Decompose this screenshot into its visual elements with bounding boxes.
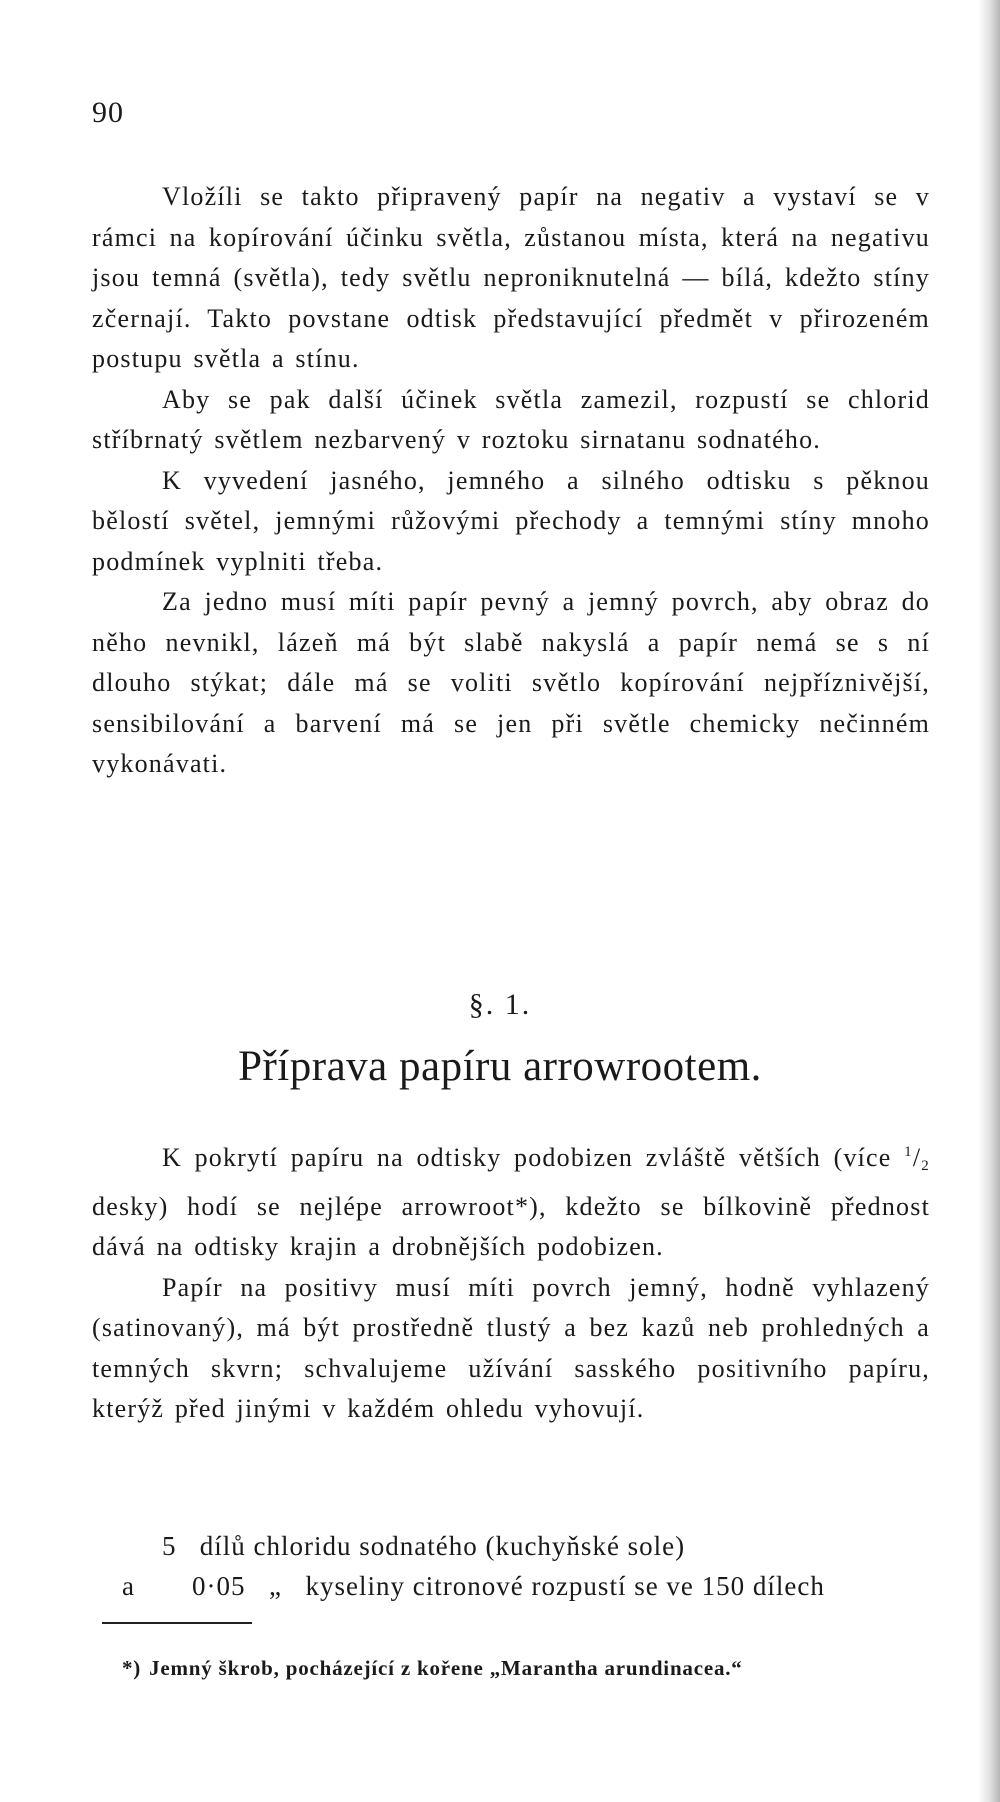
recipe-ingredient: kyseliny citronové rozpustí se ve 150 dílech xyxy=(305,1571,825,1601)
footnote-text: Jemný škrob, pocházející z kořene „Marantha arundinacea.“ xyxy=(149,1656,743,1680)
fraction-numerator: 1 xyxy=(904,1144,913,1160)
paragraph-requirements: Za jedno musí míti papír pevný a jemný povrch, aby obraz do něho nevnikl, lázeň má být slabě nakyslá a papír nemá se s ní dlouho stýkat; dále má se voliti světlo kopírování nejpříznivější, sensibilování a barvení má se jen při světle chemicky nečinném vykonávati. xyxy=(92,587,930,778)
footnote xyxy=(122,1656,743,1681)
recipe-line xyxy=(122,1566,930,1606)
recipe-list xyxy=(122,1526,930,1606)
recipe-line xyxy=(122,1526,930,1566)
intro-text-block xyxy=(92,177,930,785)
page-number: 90 xyxy=(92,96,124,129)
recipe-quantity: 5 xyxy=(162,1531,177,1561)
paragraph-negative-exposure: Vložíli se takto připravený papír na negativ a vystaví se v rámci na kopírování účinku světla, zůstanou místa, která na negativu jsou temná (světla), tedy světlu neproniknutelná — bílá, kdežto stíny zčernají. Takto povstane odtisk představující předmět v přirozeném postupu světla a stínu. xyxy=(92,182,930,373)
footnote-mark: *) xyxy=(122,1656,142,1680)
paragraph-arrowroot-part-1: K pokrytí papíru na odtisky podobizen zvláště větších (více xyxy=(162,1143,905,1172)
paragraph-arrowroot-part-2: desky) hodí se nejlépe arrowroot*), kdežto se bílkovině přednost dává na odtisky krajin a drobnějších podobizen. xyxy=(92,1191,930,1261)
section-title: Příprava papíru arrowrootem. xyxy=(238,1043,762,1090)
fraction-denominator: 2 xyxy=(921,1158,930,1174)
section-text-block xyxy=(92,1132,930,1430)
section-number: §. 1. xyxy=(468,988,532,1021)
paragraph-conditions: K vyvedení jasného, jemného a silného odtisku s pěknou bělostí světel, jemnými růžovými přechody a temnými stíny mnoho podmínek vyplniti třeba. xyxy=(92,465,930,576)
paragraph-fixing: Aby se pak další účinek světla zamezil, rozpustí se chlorid stříbrnatý světlem nezbarvený v roztoku sirnatanu sodnatého. xyxy=(92,384,930,454)
footnote-divider xyxy=(102,1622,252,1624)
recipe-quantity: 0·05 xyxy=(192,1571,246,1601)
ditto-mark: „ xyxy=(269,1571,282,1601)
paragraph-positive-paper: Papír na positivy musí míti povrch jemný, hodně vyhlazený (satinovaný), má být prostředně tlustý a bez kazů neb prohledných a temných skvrn; schvalujeme užívání sasského positivního papíru, kterýž před jinými v každém ohledu vyhovují. xyxy=(92,1272,930,1423)
recipe-prefix: a xyxy=(122,1571,135,1601)
recipe-ingredient: dílů chloridu sodnatého (kuchyňské sole) xyxy=(199,1531,686,1561)
paragraph-arrowroot: K pokrytí papíru na odtisky podobizen zvláště větších (více $^1/_2$ desky) hodí se nejlépe arrowroot*), kdežto se bílkovině přednost dává na odtisky krajin a drobnějších podobizen. xyxy=(92,1143,930,1261)
page-edge-shadow xyxy=(978,0,1000,1802)
